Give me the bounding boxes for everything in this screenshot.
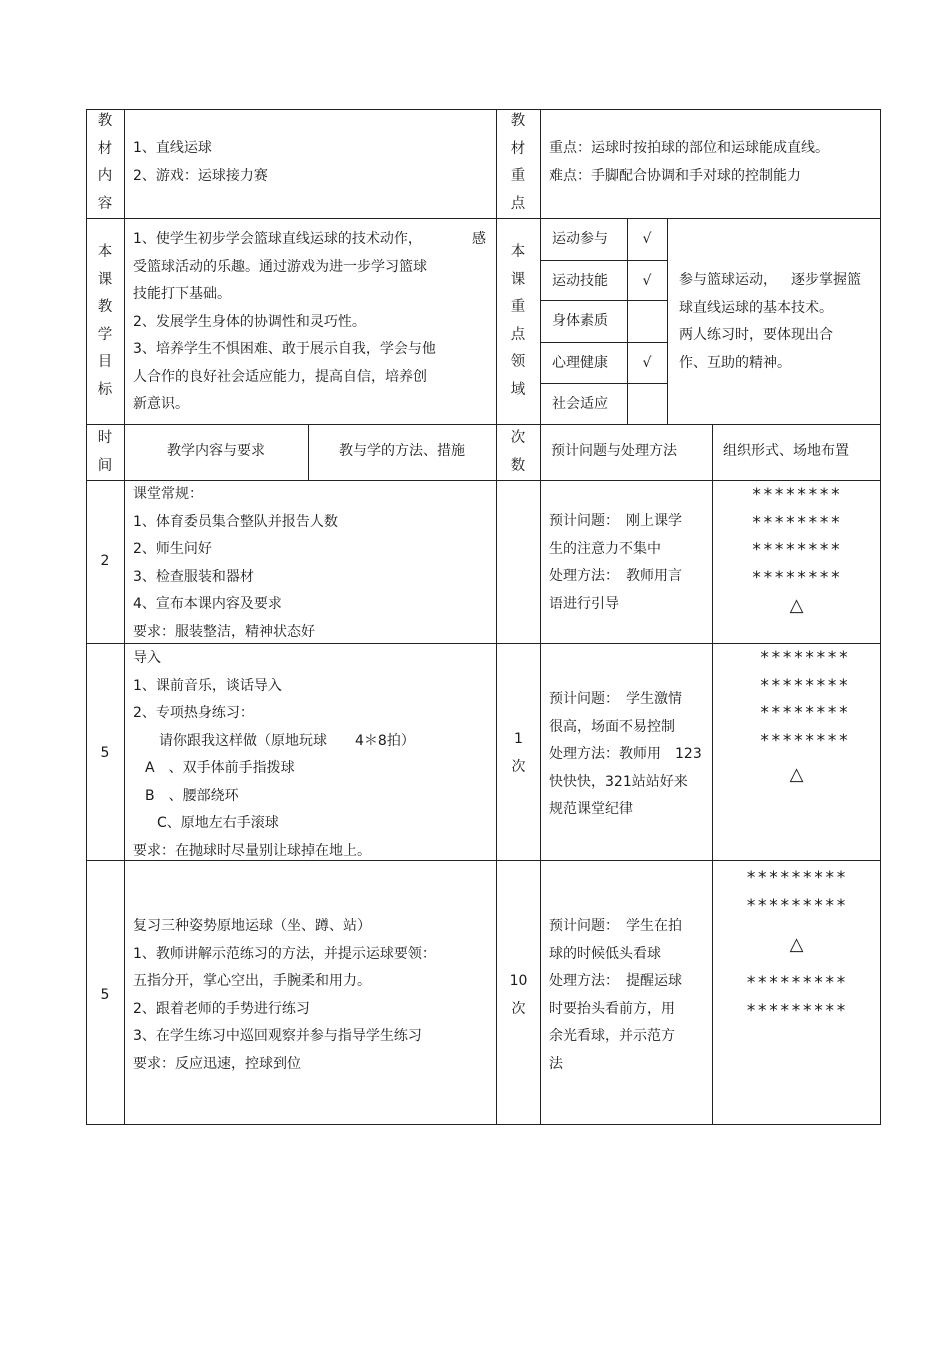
- row-content: 导入 1、课前音乐，谈话导入 2、专项热身练习： 请你跟我这样做（原地玩球 4＊8拍） A 、双手体前手指拨球 B 、腰部绕环 C、原地左右手滚球 要求：在抛球时尽量别让球掉在地上。: [133, 650, 415, 859]
- row-problems: 预计问题： 学生在拍 球的时候低头看球 处理方法： 提醒运球 时要抬头看前方，用 余光看球，并示范方 法: [549, 918, 682, 1072]
- domain-name: 身体素质: [552, 313, 608, 329]
- domain-name: 心理健康: [552, 355, 608, 371]
- domain-check: √: [642, 355, 652, 371]
- domain-check: √: [642, 273, 652, 289]
- row-count: 10 次: [509, 973, 528, 1017]
- row-time: 2: [100, 553, 110, 569]
- domain-check: [627, 300, 667, 342]
- teacher-marker-icon: △: [789, 934, 804, 955]
- teaching-goals-label: 本 课 教 学 目 标: [97, 244, 113, 398]
- domain-check: √: [642, 231, 652, 247]
- header-count: 次 数: [510, 430, 526, 474]
- teacher-marker-icon: △: [789, 595, 804, 616]
- textbook-content-items: 1、直线运球 2、游戏：运球接力赛: [133, 140, 268, 184]
- formation-diagram: ******** ******** ******** ******** △: [713, 482, 880, 619]
- domain-check: [627, 383, 667, 424]
- row-time: 5: [100, 987, 110, 1003]
- teaching-goals-text: 1、使学生初步学会篮球直线运球的技术动作， 感 受篮球活动的乐趣。通过游戏为进一步学习篮球 技能打下基础。 2、发展学生身体的协调性和灵巧性。 3、培养学生不惧困难、敢于展示自我，学会与他 人合作的良好社会适应能力，提高自信，培养创 新意识。: [133, 231, 486, 412]
- textbook-content-label: 教 材 内 容: [97, 113, 113, 212]
- header-time: 时 间: [97, 430, 113, 474]
- formation-diagram: ******** ******** ******** ******** △: [713, 645, 880, 788]
- focus-domain-label: 本 课 重 点 领 域: [510, 244, 526, 398]
- row-problems: 预计问题： 学生激情 很高，场面不易控制 处理方法：教师用 123 快快快，321站站好来 规范课堂纪律: [549, 691, 702, 817]
- domain-name: 运动技能: [552, 273, 608, 289]
- domain-name: 社会适应: [552, 396, 608, 412]
- header-content: 教学内容与要求: [167, 443, 265, 459]
- row-count: 1 次: [511, 731, 526, 775]
- header-organization: 组织形式、场地布置: [723, 443, 849, 459]
- domain-name: 运动参与: [552, 231, 608, 247]
- textbook-focus-label: 教 材 重 点: [510, 113, 526, 212]
- header-problems: 预计问题与处理方法: [551, 443, 677, 459]
- domain-description: 参与篮球运动， 逐步掌握篮 球直线运球的基本技术。 两人练习时，要体现出合 作、互助的精神。: [679, 272, 861, 371]
- row-time: 5: [100, 745, 110, 761]
- textbook-focus-text: 重点：运球时按拍球的部位和运球能成直线。 难点：手脚配合协调和手对球的控制能力: [549, 140, 829, 184]
- row-content: 课堂常规： 1、体育委员集合整队并报告人数 2、师生问好 3、检查服装和器材 4、宣布本课内容及要求 要求：服装整洁，精神状态好: [133, 486, 338, 640]
- row-problems: 预计问题： 刚上课学 生的注意力不集中 处理方法： 教师用言 语进行引导: [549, 513, 682, 612]
- formation-diagram: ********* ********* △ ********* *********: [713, 865, 880, 1025]
- row-content: 复习三种姿势原地运球（坐、蹲、站） 1、教师讲解示范练习的方法，并提示运球要领： 五指分开，掌心空出，手腕柔和用力。 2、跟着老师的手势进行练习 3、在学生练习中巡回观察并参与指导学生练习 要求：反应迅速，控球到位: [133, 918, 436, 1072]
- header-method: 教与学的方法、措施: [339, 443, 465, 459]
- teacher-marker-icon: △: [789, 764, 804, 785]
